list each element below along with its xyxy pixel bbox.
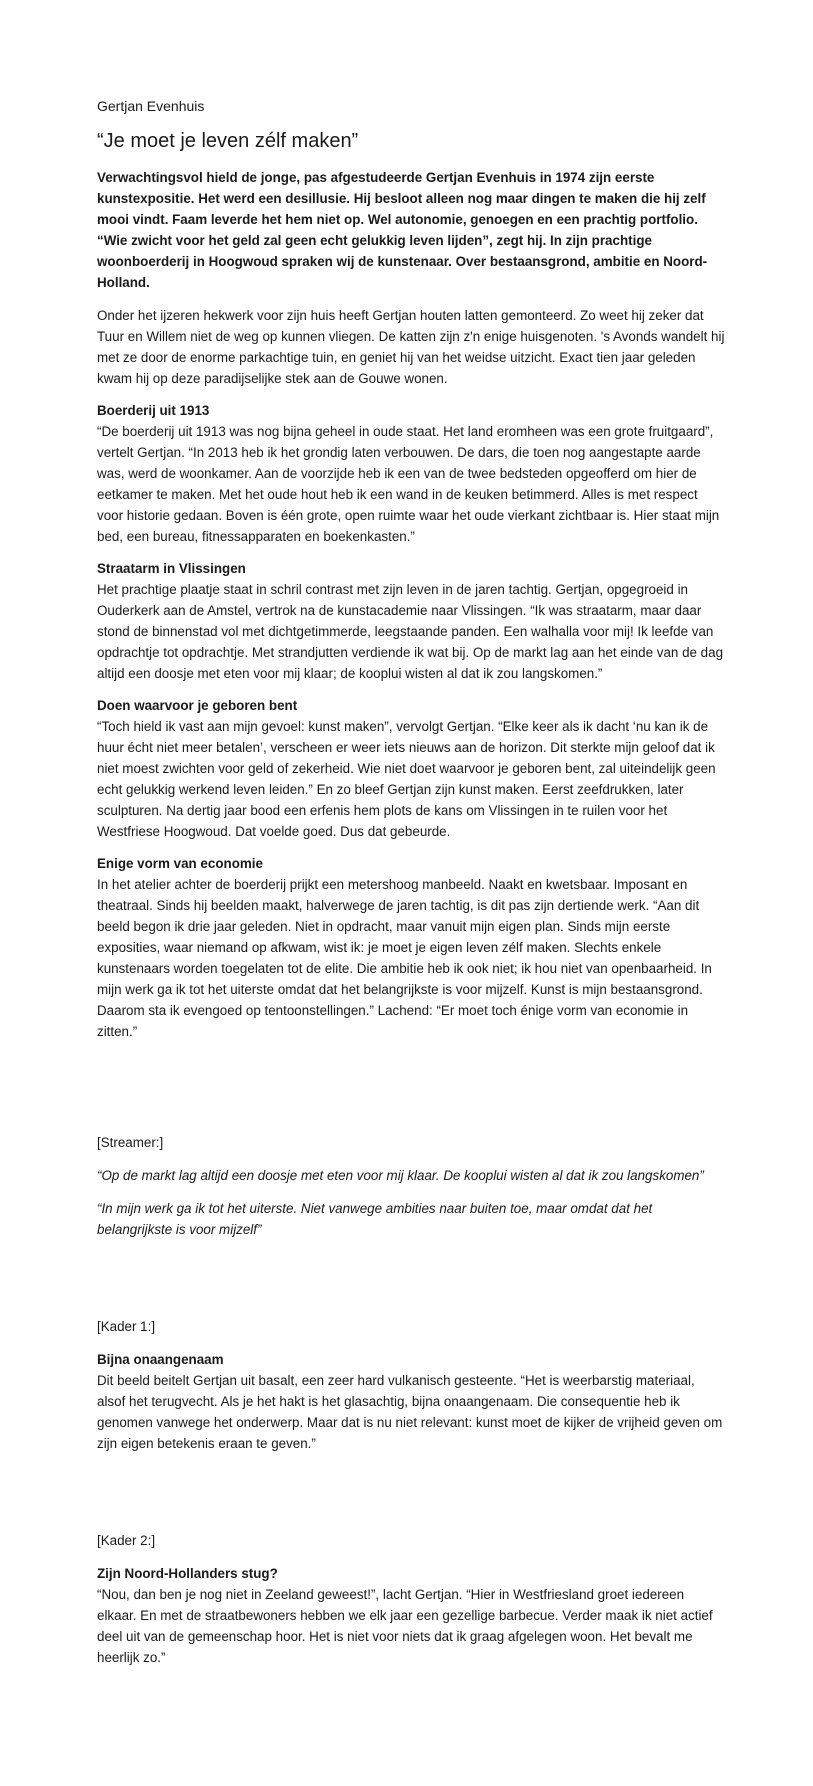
article-lead: Verwachtingsvol hield de jonge, pas afgestudeerde Gertjan Evenhuis in 1974 zijn eerste kunstexpositie. Het werd een desillusie. Hij besloot alleen nog maar dingen te maken die hij zelf mooi vindt. Faam leverde het hem niet op. Wel autonomie, genoegen en een prachtig portfolio. “Wie zwicht voor het geld zal geen echt gelukkig leven lijden”, zegt hij. In zijn prachtige woonboerderij in Hoogwoud spraken wij de kunstenaar. Over bestaansgrond, ambitie en Noord-Holland. bbox=[97, 170, 708, 290]
streamer-quote: “In mijn werk ga ik tot het uiterste. Niet vanwege ambities naar buiten toe, maar omdat dat het belangrijkste is voor mijzelf” bbox=[97, 1201, 653, 1237]
section-text: “Toch hield ik vast aan mijn gevoel: kunst maken”, vervolgt Gertjan. “Elke keer als ik dacht ‘nu kan ik de huur écht niet meer betalen’, verscheen er weer iets nieuws aan de horizon. Dit sterkte mijn geloof dat ik niet moest zwichten voor geld of zekerheid. Wie niet doet waarvoor je geboren bent, zal uiteindelijk geen echt gelukkig werkend leven leiden.” En zo bleef Gertjan zijn kunst maken. Eerst zeefdrukken, later sculpturen. Na dertig jaar bood een erfenis hem plots de kans om Vlissingen in te ruilen voor het Westfriese Hoogwoud. Dat voelde goed. Dus dat gebeurde. bbox=[97, 719, 716, 839]
section-heading: Straatarm in Vlissingen bbox=[97, 561, 246, 576]
kader2-heading: Zijn Noord-Hollanders stug? bbox=[97, 1566, 278, 1581]
kader1-box bbox=[97, 1349, 725, 1454]
kader1-heading: Bijna onaangenaam bbox=[97, 1352, 224, 1367]
kader1-label: [Kader 1:] bbox=[97, 1319, 156, 1334]
article-title: “Je moet je leven zélf maken” bbox=[97, 130, 359, 152]
kader2-text: “Nou, dan ben je nog niet in Zeeland geweest!”, lacht Gertjan. “Hier in Westfriesland groet iedereen elkaar. En met de straatbewoners hebben we elk jaar een gezellige barbecue. Verder maak ik niet actief deel uit van de gemeenschap hoor. Het is niet voor niets dat ik graag afgelegen woon. Het bevalt me heerlijk zo.” bbox=[97, 1587, 713, 1665]
document-page bbox=[97, 96, 725, 1668]
section-economie bbox=[97, 853, 725, 1042]
section-text: In het atelier achter de boerderij prijkt een metershoog manbeeld. Naakt en kwetsbaar. Imposant en theatraal. Sinds hij beelden maakt, halverwege de jaren tachtig, is dit pas zijn dertiende werk. “Aan dit beeld begon ik drie jaar geleden. Niet in opdracht, maar vanuit mijn eigen plan. Sinds mijn eerste exposities, waar niemand op afkwam, wist ik: je moet je eigen leven zélf maken. Slechts enkele kunstenaars worden toegelaten tot de elite. Die ambitie heb ik ook niet; ik hou niet van openbaarheid. In mijn werk ga ik tot het uiterste omdat dat het belangrijkste is voor mijzelf. Kunst is mijn bestaansgrond. Daarom sta ik evengoed op tentoonstellingen.” Lachend: “Er moet toch énige vorm van economie in zitten.” bbox=[97, 877, 712, 1039]
section-geboren bbox=[97, 695, 725, 842]
kader1-text: Dit beeld beitelt Gertjan uit basalt, een zeer hard vulkanisch gesteente. “Het is weerbarstig materiaal, alsof het terugvecht. Als je het hakt is het glasachtig, bijna onaangenaam. Die consequentie heb ik genomen vanwege het onderwerp. Maar dat is nu niet relevant: kunst moet de kijker de vrijheid geven om zijn eigen betekenis eraan te geven.” bbox=[97, 1373, 723, 1451]
section-text: “De boerderij uit 1913 was nog bijna geheel in oude staat. Het land eromheen was een grote fruitgaard”, vertelt Gertjan. “In 2013 heb ik het grondig laten verbouwen. De dars, die toen nog aangestapte aarde was, werd de woonkamer. Aan de voorzijde heb ik een van de twee bedsteden opgeofferd om hier de eetkamer te maken. Met het oude hout heb ik een wand in de keuken betimmerd. Alles is met respect voor historie gedaan. Boven is één grote, open ruimte waar het oude vierkant zichtbaar is. Hier staat mijn bed, een bureau, fitnessapparaten en boekenkasten.” bbox=[97, 424, 720, 544]
section-vlissingen bbox=[97, 558, 725, 684]
kader2-label: [Kader 2:] bbox=[97, 1533, 156, 1548]
section-heading: Doen waarvoor je geboren bent bbox=[97, 698, 298, 713]
streamer-quote: “Op de markt lag altijd een doosje met eten voor mij klaar. De kooplui wisten al dat ik zou langskomen” bbox=[97, 1168, 704, 1183]
section-heading: Enige vorm van economie bbox=[97, 856, 263, 871]
section-text: Het prachtige plaatje staat in schril contrast met zijn leven in de jaren tachtig. Gertjan, opgegroeid in Ouderkerk aan de Amstel, vertrok na de kunstacademie naar Vlissingen. “Ik was straatarm, maar daar stond de binnenstad vol met dichtgetimmerde, leegstaande panden. Een walhalla voor mij! Ik leefde van opdrachtje tot opdrachtje. Met strandjutten verdiende ik wat bij. Op de markt lag aan het einde van de dag altijd een doosje met eten voor mij klaar; de kooplui wisten al dat ik zou langskomen.” bbox=[97, 582, 724, 681]
article-intro: Onder het ijzeren hekwerk voor zijn huis heeft Gertjan houten latten gemonteerd. Zo weet hij zeker dat Tuur en Willem niet de weg op kunnen vliegen. De katten zijn z'n enige huisgenoten. 's Avonds wandelt hij met ze door de enorme parkachtige tuin, en geniet hij van het weidse uitzicht. Exact tien jaar geleden kwam hij op deze paradijselijke stek aan de Gouwe wonen. bbox=[97, 308, 725, 386]
section-heading: Boerderij uit 1913 bbox=[97, 403, 210, 418]
author-name: Gertjan Evenhuis bbox=[97, 98, 205, 114]
streamer-label: [Streamer:] bbox=[97, 1135, 164, 1150]
kader2-box bbox=[97, 1563, 725, 1668]
section-boerderij bbox=[97, 400, 725, 547]
